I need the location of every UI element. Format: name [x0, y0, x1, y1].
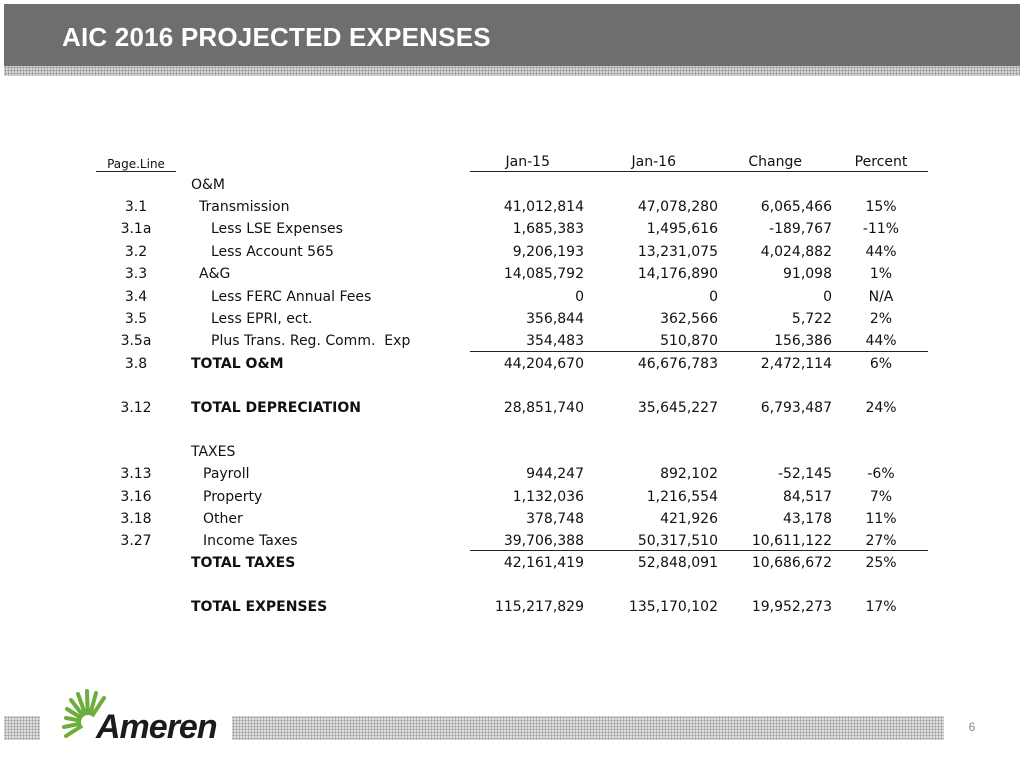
row-jan15: 1,685,383 [512, 221, 584, 237]
row-description: Less FERC Annual Fees [211, 289, 372, 305]
row-change: 5,722 [791, 311, 832, 327]
row-jan15: 42,161,419 [503, 555, 584, 571]
row-change: -189,767 [769, 221, 832, 237]
row-description: Plus Trans. Reg. Comm. Exp [211, 333, 411, 349]
row-jan16: 14,176,890 [637, 266, 718, 282]
row-jan15: 944,247 [526, 466, 584, 482]
row-jan16: 47,078,280 [637, 199, 718, 215]
row-pageline: 3.8 [124, 356, 148, 372]
row-percent: 15% [865, 199, 897, 215]
row-jan16: 362,566 [660, 311, 718, 327]
row-jan16: 46,676,783 [637, 356, 718, 372]
row-pageline: 3.3 [124, 266, 148, 282]
row-change: 4,024,882 [760, 244, 832, 260]
row-pageline: 3.27 [120, 533, 152, 549]
row-jan15: 9,206,193 [512, 244, 584, 260]
total-taxes-label: TOTAL TAXES [191, 555, 296, 571]
row-percent: 6% [869, 356, 893, 372]
row-description: Transmission [199, 199, 290, 215]
row-jan16: 35,645,227 [637, 400, 718, 416]
row-jan16: 13,231,075 [637, 244, 718, 260]
row-change: 2,472,114 [760, 356, 832, 372]
row-change: 6,793,487 [760, 400, 832, 416]
header-rule-values [470, 171, 928, 172]
footer-dotted-band-left [4, 716, 40, 740]
row-jan15: 0 [575, 289, 584, 305]
row-jan15: 28,851,740 [503, 400, 584, 416]
row-percent: 44% [865, 244, 897, 260]
row-change: 156,386 [774, 333, 832, 349]
row-change: 6,065,466 [760, 199, 832, 215]
row-percent: 24% [865, 400, 897, 416]
slide-title: AIC 2016 PROJECTED EXPENSES [62, 22, 491, 52]
row-percent: -6% [867, 466, 895, 482]
row-jan15: 44,204,670 [503, 356, 584, 372]
logo-wordmark: Ameren [96, 708, 217, 746]
row-description: Less LSE Expenses [211, 221, 343, 237]
row-jan16: 421,926 [660, 511, 718, 527]
section-label-taxes: TAXES [191, 444, 236, 460]
row-pageline: 3.2 [124, 244, 148, 260]
row-pageline: 3.5a [120, 333, 152, 349]
row-description: A&G [199, 266, 231, 282]
row-change: 91,098 [783, 266, 832, 282]
header-jan15: Jan-15 [505, 154, 550, 170]
row-jan16: 510,870 [660, 333, 718, 349]
row-change: 10,611,122 [751, 533, 832, 549]
page-number: 6 [968, 720, 976, 734]
row-percent: N/A [868, 289, 894, 305]
row-pageline: 3.12 [120, 400, 152, 416]
total-om-label: TOTAL O&M [191, 356, 284, 372]
row-pageline: 3.16 [120, 489, 152, 505]
row-jan15: 354,483 [526, 333, 584, 349]
total-depreciation-label: TOTAL DEPRECIATION [191, 400, 361, 416]
total-expenses-label: TOTAL EXPENSES [191, 599, 328, 615]
row-jan16: 0 [709, 289, 718, 305]
row-percent: 2% [869, 311, 893, 327]
row-percent: -11% [862, 221, 900, 237]
row-jan15: 1,132,036 [512, 489, 584, 505]
row-jan15: 356,844 [526, 311, 584, 327]
row-jan15: 39,706,388 [503, 533, 584, 549]
row-pageline: 3.4 [124, 289, 148, 305]
row-percent: 11% [865, 511, 897, 527]
row-change: 19,952,273 [751, 599, 832, 615]
header-jan16: Jan-16 [631, 154, 676, 170]
section-label-om: O&M [191, 177, 226, 193]
row-description: Less EPRI, ect. [211, 311, 313, 327]
row-pageline: 3.13 [120, 466, 152, 482]
row-description: Payroll [203, 466, 250, 482]
row-jan15: 14,085,792 [503, 266, 584, 282]
row-jan16: 52,848,091 [637, 555, 718, 571]
row-change: 0 [823, 289, 832, 305]
row-pageline: 3.1 [124, 199, 148, 215]
row-pageline: 3.1a [120, 221, 152, 237]
row-percent: 1% [869, 266, 893, 282]
row-description: Income Taxes [203, 533, 298, 549]
row-description: Property [203, 489, 263, 505]
row-jan16: 1,495,616 [646, 221, 718, 237]
row-jan15: 115,217,829 [494, 599, 584, 615]
row-jan16: 1,216,554 [646, 489, 718, 505]
row-jan15: 378,748 [526, 511, 584, 527]
row-jan16: 50,317,510 [637, 533, 718, 549]
row-percent: 27% [865, 533, 897, 549]
row-description: Less Account 565 [211, 244, 334, 260]
subtotal-rule-om [470, 351, 928, 352]
row-percent: 25% [865, 555, 897, 571]
row-change: 43,178 [783, 511, 832, 527]
ameren-logo [58, 686, 218, 748]
row-jan16: 892,102 [660, 466, 718, 482]
row-pageline: 3.5 [124, 311, 148, 327]
row-change: 84,517 [783, 489, 832, 505]
row-change: -52,145 [777, 466, 832, 482]
row-jan16: 135,170,102 [628, 599, 718, 615]
footer-dotted-band-right [232, 716, 944, 740]
header-percent: Percent [854, 154, 908, 170]
row-percent: 7% [869, 489, 893, 505]
row-description: Other [203, 511, 243, 527]
row-percent: 17% [865, 599, 897, 615]
header-rule-pageline [96, 171, 176, 172]
subtotal-rule-taxes [470, 550, 928, 551]
row-pageline: 3.18 [120, 511, 152, 527]
header-pageline: Page.Line [107, 157, 165, 171]
header-change: Change [748, 154, 802, 170]
row-jan15: 41,012,814 [503, 199, 584, 215]
row-change: 10,686,672 [751, 555, 832, 571]
row-percent: 44% [865, 333, 897, 349]
